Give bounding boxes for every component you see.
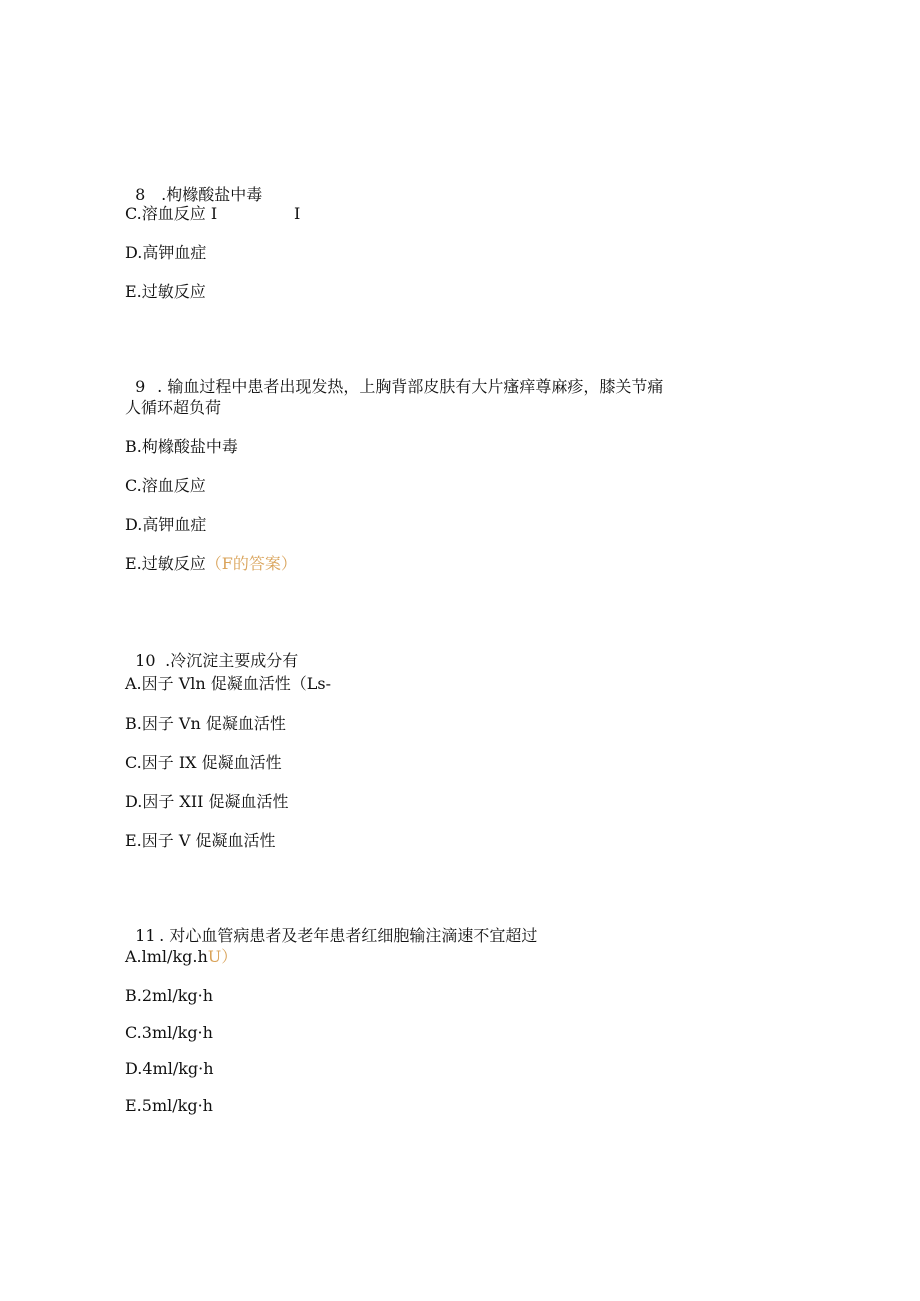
option: [125, 1059, 214, 1079]
option: [125, 714, 286, 734]
option: [125, 831, 276, 851]
question-9-stem: [125, 357, 663, 397]
option-text: D.高钾血症: [125, 243, 207, 262]
option-text: B.2ml∕kg·h: [125, 986, 214, 1005]
option: [125, 1096, 213, 1116]
option-text: B.因子 Vn 促凝血活性: [125, 714, 286, 733]
option: [125, 674, 331, 694]
question-number: 8: [135, 185, 146, 204]
answer-note: U）: [207, 947, 238, 966]
option-text: E.因子 V 促凝血活性: [125, 831, 276, 850]
answer-note: （F的答案）: [205, 554, 297, 573]
option-text: 人循环超负荷: [125, 398, 222, 417]
option: [125, 947, 237, 967]
question-number: 10: [135, 651, 156, 670]
option-text: E.过敏反应: [125, 282, 206, 301]
option-text: C.溶血反应: [125, 476, 206, 495]
question-text: . 对心血管病患者及老年患者红细胞输注滴速不宜超过: [159, 926, 538, 945]
question-text: .冷沉淀主要成分有: [165, 651, 299, 670]
question-number: 11: [135, 926, 156, 945]
option: [125, 753, 282, 773]
option-text: C.3ml∕kg·h: [125, 1023, 213, 1042]
option: [125, 554, 297, 574]
option-text: D.高钾血症: [125, 515, 207, 534]
option-text: B.枸橼酸盐中毒: [125, 437, 238, 456]
question-8-stem: [125, 165, 262, 205]
option-text: A.因子 Vln 促凝血活性（Ls-: [125, 674, 332, 693]
question-10-stem: [125, 631, 298, 671]
question-text: . 输血过程中患者出现发热，上胸背部皮肤有大片瘙痒尊麻疹，膝关节痛: [157, 377, 664, 396]
question-text: .枸橼酸盐中毒: [161, 185, 263, 204]
option: [125, 398, 221, 418]
option: [125, 437, 238, 457]
question-11-stem: [125, 906, 537, 946]
option-text: E.过敏反应: [125, 554, 206, 573]
option: [125, 1023, 213, 1043]
option-text: D.4ml∕kg·h: [125, 1059, 214, 1078]
option: [125, 986, 213, 1006]
option-text: C.因子 IX 促凝血活性: [125, 753, 282, 772]
option-text: D.因子 XII 促凝血活性: [125, 792, 289, 811]
option: [125, 282, 206, 302]
stray-mark: I: [294, 204, 301, 223]
option-text: C.溶血反应 I: [125, 204, 218, 223]
option: [125, 792, 289, 812]
option-text: A.lml∕kg.h: [125, 947, 208, 966]
question-number: 9: [135, 377, 146, 396]
option: [125, 204, 217, 224]
option: [125, 476, 206, 496]
option: [125, 243, 206, 263]
option-text: E.5ml∕kg·h: [125, 1096, 213, 1115]
option: [125, 515, 206, 535]
